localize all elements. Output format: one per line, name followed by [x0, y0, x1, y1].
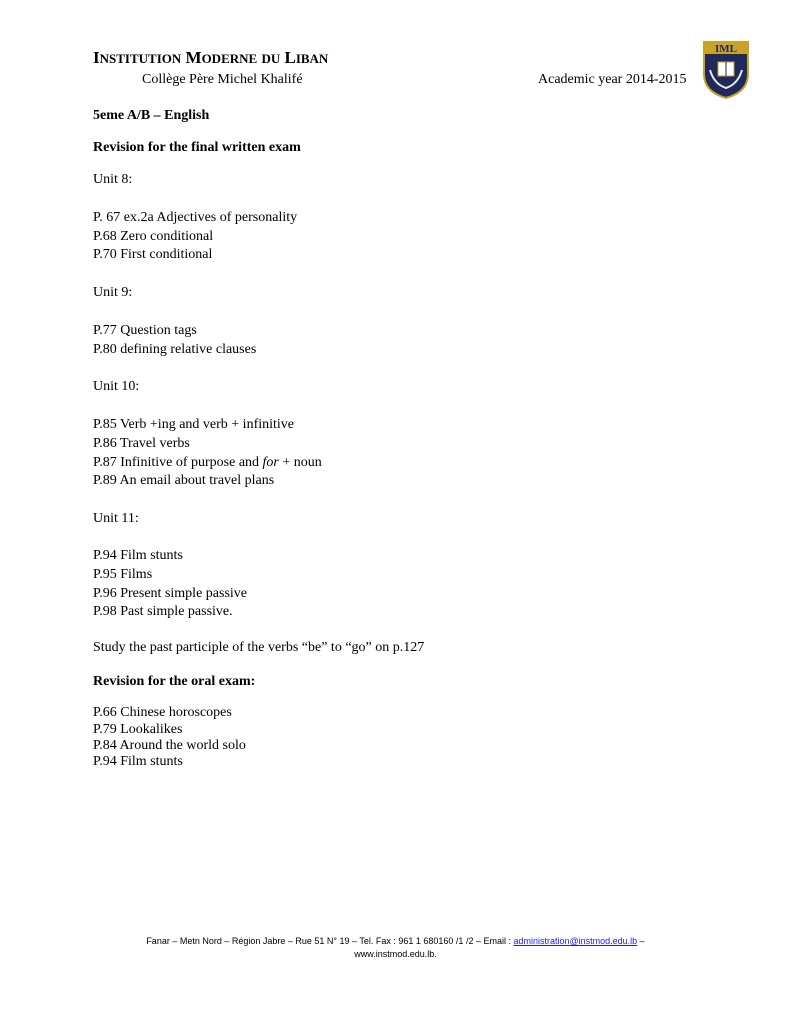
unit-11-item: P.96 Present simple passive [93, 586, 247, 601]
unit-9-item: P.80 defining relative clauses [93, 342, 257, 357]
footer [0, 935, 791, 961]
unit-11-label: Unit 11: [93, 511, 139, 526]
footer-website: www.instmod.edu.lb. [354, 949, 437, 959]
school-logo [702, 40, 750, 100]
footer-line-1 [0, 935, 791, 948]
unit-10-item [93, 455, 322, 471]
unit-9-item: P.77 Question tags [93, 323, 197, 338]
email-link[interactable]: administration@instmod.edu.lb [513, 936, 638, 946]
academic-year: Academic year 2014-2015 [538, 72, 687, 87]
footer-address: Fanar – Metn Nord – Région Jabre – Rue 51 N° 19 – Tel. Fax : 961 1 680160 /1 /2 – Email : [146, 936, 514, 946]
oral-item: P.66 Chinese horoscopes [93, 705, 232, 720]
unit-9-label: Unit 9: [93, 285, 133, 300]
inst-letter: M [185, 48, 202, 67]
unit-8-label: Unit 8: [93, 172, 133, 187]
unit-10-item: P.86 Travel verbs [93, 436, 190, 451]
unit-11-item: P.95 Films [93, 567, 153, 582]
inst-letter: I [93, 48, 100, 67]
written-exam-heading: Revision for the final written exam [93, 140, 301, 155]
unit-10-label: Unit 10: [93, 379, 140, 394]
oral-exam-heading: Revision for the oral exam: [93, 674, 256, 689]
study-note: Study the past participle of the verbs “be” to “go” on p.127 [93, 640, 425, 655]
unit-10-item: P.85 Verb +ing and verb + infinitive [93, 417, 295, 432]
item-text: + noun [278, 455, 322, 470]
inst-word: IBAN [295, 51, 329, 66]
item-text: P.87 Infinitive of purpose and [93, 455, 263, 470]
institution-name [93, 48, 328, 68]
oral-item: P.84 Around the world solo [93, 738, 246, 753]
inst-letter: L [284, 48, 296, 67]
inst-word: ODERNE [201, 51, 258, 66]
unit-11-item: P.98 Past simple passive. [93, 604, 233, 619]
inst-word: NSTITUTION [99, 51, 182, 66]
inst-word: DU [261, 51, 281, 66]
item-italic: for [262, 455, 279, 470]
logo-text: IML [715, 43, 737, 55]
unit-8-item: P. 67 ex.2a Adjectives of personality [93, 210, 298, 225]
unit-11-item: P.94 Film stunts [93, 548, 183, 563]
unit-8-item: P.68 Zero conditional [93, 229, 214, 244]
footer-dash: – [637, 936, 645, 946]
oral-item: P.79 Lookalikes [93, 722, 183, 737]
oral-item: P.94 Film stunts [93, 754, 183, 769]
college-name: Collège Père Michel Khalifé [142, 72, 303, 87]
unit-10-item: P.89 An email about travel plans [93, 473, 275, 488]
unit-8-item: P.70 First conditional [93, 247, 213, 262]
class-title: 5eme A/B – English [93, 108, 210, 123]
